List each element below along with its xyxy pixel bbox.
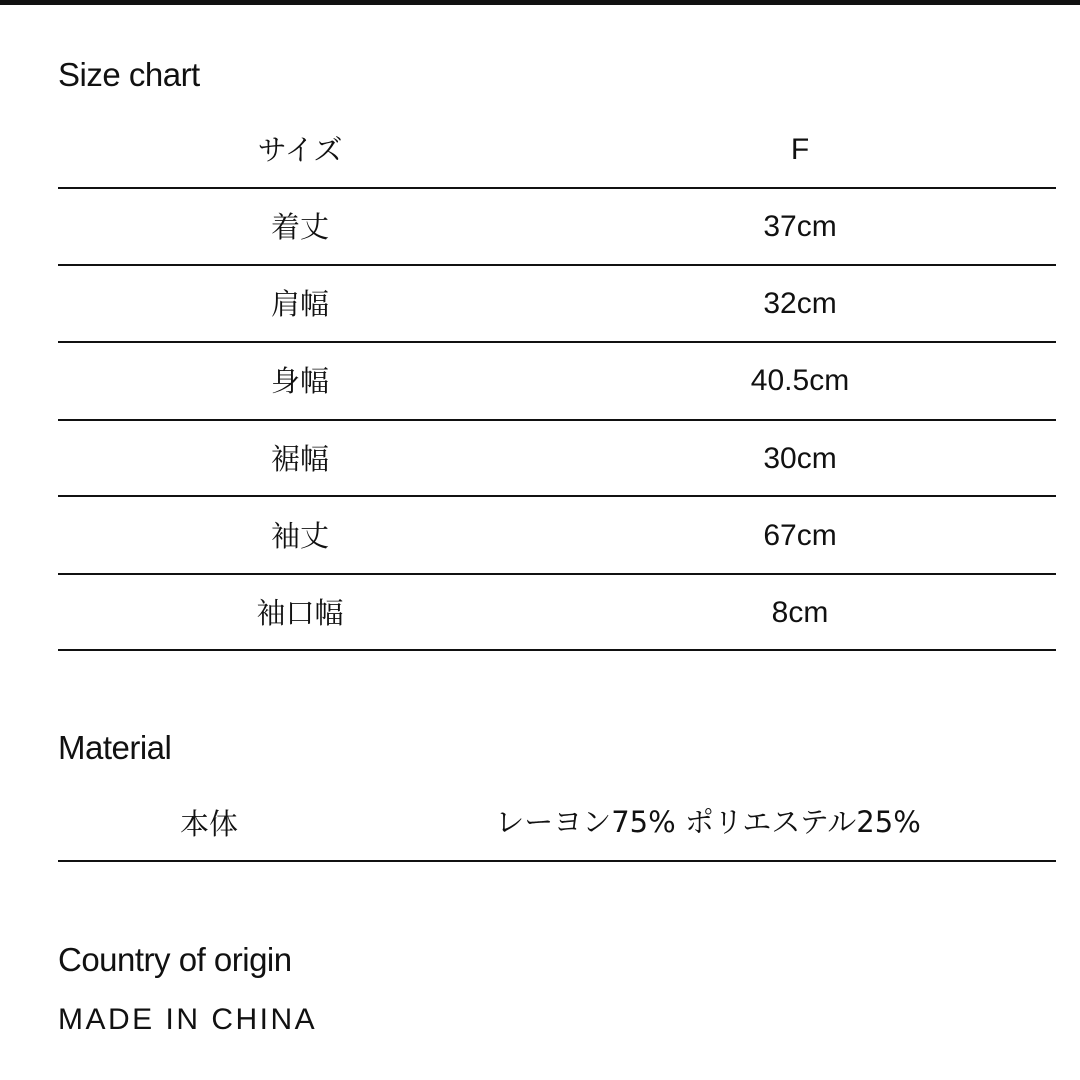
origin-value: MADE IN CHINA bbox=[58, 1003, 318, 1036]
size-row-value: 8cm bbox=[771, 596, 829, 629]
size-row-label: 身幅 bbox=[270, 364, 330, 398]
size-row-value: 30cm bbox=[763, 442, 837, 475]
size-row-value: 40.5cm bbox=[750, 364, 850, 397]
top-divider-bar bbox=[0, 0, 1080, 5]
size-row-value: 67cm bbox=[763, 519, 837, 552]
size-header-value: F bbox=[790, 133, 810, 166]
size-row-label: 着丈 bbox=[270, 210, 330, 244]
material-value: レーヨン75% ポリエステル25% bbox=[495, 805, 921, 839]
table-divider bbox=[58, 649, 1056, 651]
size-row-label: 袖丈 bbox=[270, 519, 330, 553]
size-row-label: 袖口幅 bbox=[256, 596, 344, 630]
table-divider bbox=[58, 573, 1056, 575]
material-divider bbox=[58, 860, 1056, 862]
size-row-value: 32cm bbox=[763, 287, 837, 320]
material-label: 本体 bbox=[179, 807, 239, 841]
size-row-label: 裾幅 bbox=[270, 442, 330, 476]
size-row-label: 肩幅 bbox=[270, 287, 330, 321]
table-divider bbox=[58, 341, 1056, 343]
size-header-label: サイズ bbox=[257, 133, 343, 167]
size-row-value: 37cm bbox=[763, 210, 837, 243]
table-divider bbox=[58, 264, 1056, 266]
table-divider bbox=[58, 495, 1056, 497]
table-divider bbox=[58, 419, 1056, 421]
size-chart-title: Size chart bbox=[58, 56, 200, 93]
material-title: Material bbox=[58, 729, 172, 766]
origin-title: Country of origin bbox=[58, 941, 292, 978]
table-divider bbox=[58, 187, 1056, 189]
